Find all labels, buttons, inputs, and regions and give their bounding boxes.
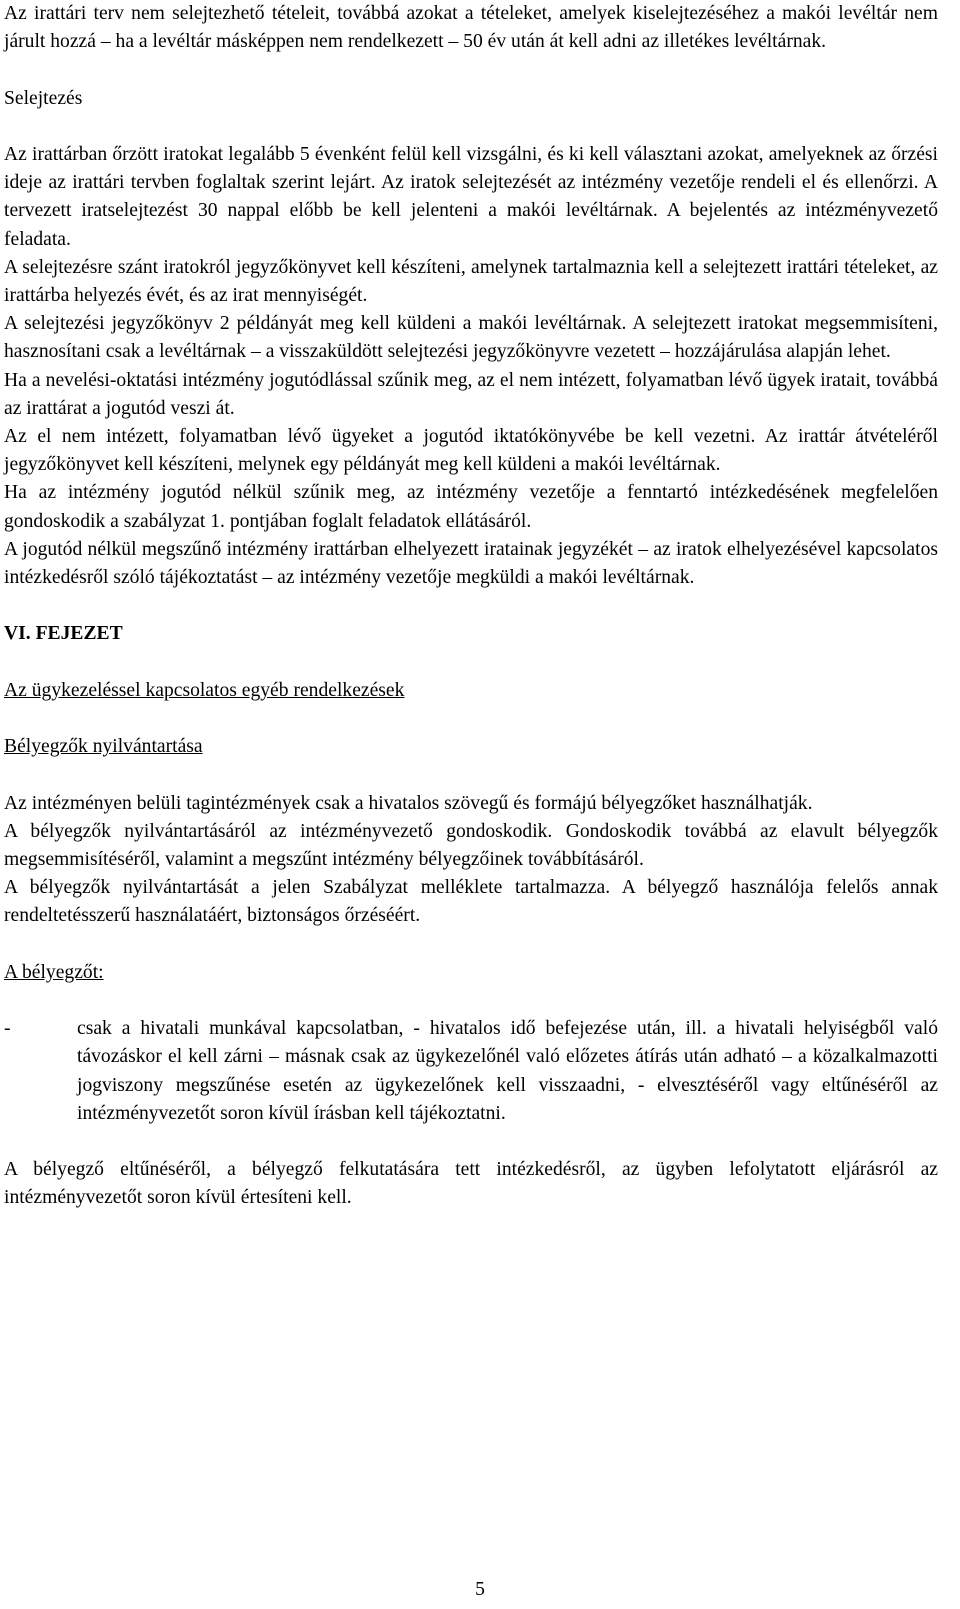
chapter-heading: VI. FEJEZET — [4, 623, 123, 645]
list-item-text: csak a hivatali munkával kapcsolatban, - hivatalos idő befejezése után, ill. a hivatali helyiségből való távozáskor el kell zárni – másnak csak az ügykezelőnél való előzetes átírás után adható – a közalkalmazotti jogviszony megszűnése esetén az ügykezelőnek kell visszaadni, - elvesztéséről vagy eltűnéséről az intézményvezetőt soron kívül írásban kell tájékoztatni. — [77, 1018, 938, 1124]
belyegzo-paragraph-1: Az intézményen belüli tagintézmények csak a hivatalos szövegű és formájú bélyegzőket használhatják. — [4, 792, 813, 814]
subsection-heading-belyegzot: A bélyegzőt: — [4, 961, 104, 983]
document-page — [4, 0, 938, 1213]
selejtezes-paragraph-6: Ha az intézmény jogutód nélkül szűnik meg, az intézmény vezetője a fenntartó intézkedésének megfelelően gondoskodik a szabályzat 1. pontjában foglalt feladatok ellátásáról. — [4, 482, 938, 532]
section-heading: Az ügykezeléssel kapcsolatos egyéb rendelkezések — [4, 679, 405, 701]
page-number: 5 — [475, 1579, 485, 1600]
list-bullet: - — [4, 1018, 11, 1040]
final-paragraph: A bélyegző eltűnéséről, a bélyegző felkutatására tett intézkedésről, az ügyben lefolytatott eljárásról az intézményvezetőt soron kívül értesíteni kell. — [4, 1159, 938, 1209]
selejtezes-paragraph-5: Az el nem intézett, folyamatban lévő ügyeket a jogutód iktatókönyvébe be kell vezetni. Az irattár átvételéről jegyzőkönyvet kell készíteni, melynek egy példányát meg kell küldeni a makói levéltárnak. — [4, 426, 938, 476]
subsection-heading-belyegzok: Bélyegzők nyilvántartása — [4, 736, 203, 758]
list-item — [4, 1015, 938, 1128]
heading-selejtezes: Selejtezés — [4, 87, 83, 109]
belyegzo-paragraph-2: A bélyegzők nyilvántartásáról az intézményvezető gondoskodik. Gondoskodik továbbá az elavult bélyegzők megsemmisítéséről, valamint a megszűnt intézmény bélyegzőinek továbbításáról. — [4, 820, 938, 870]
belyegzo-paragraph-3: A bélyegzők nyilvántartását a jelen Szabályzat melléklete tartalmazza. A bélyegző használója felelős annak rendeltetésszerű használatáért, biztonságos őrzéséért. — [4, 877, 938, 927]
intro-paragraph: Az irattári terv nem selejtezhető tételeit, továbbá azokat a tételeket, amelyek kiselejtezéséhez a makói levéltár nem járult hozzá – ha a levéltár másképpen nem rendelkezett – 50 év után át kell adni az illetékes levéltárnak. — [4, 3, 938, 53]
selejtezes-paragraph-2: A selejtezésre szánt iratokról jegyzőkönyvet kell készíteni, amelynek tartalmaznia kell a selejtezett irattári tételeket, az irattárba helyezés évét, és az irat mennyiségét. — [4, 256, 938, 306]
selejtezes-paragraph-7: A jogutód nélkül megszűnő intézmény irattárban elhelyezett iratainak jegyzékét – az iratok elhelyezésével kapcsolatos intézkedésről szóló tájékoztatást – az intézmény vezetője megküldi a makói levéltárnak. — [4, 538, 938, 589]
selejtezes-paragraph-4: Ha a nevelési-oktatási intézmény jogutódlással szűnik meg, az el nem intézett, folyamatban lévő ügyek iratait, továbbá az irattárat a jogutód veszi át. — [4, 369, 938, 419]
selejtezes-paragraph-3: A selejtezési jegyzőkönyv 2 példányát meg kell küldeni a makói levéltárnak. A selejtezett iratokat megsemmisíteni, hasznosítani csak a levéltárnak – a visszaküldött selejtezési jegyzőkönyvre vezetett – hozzájárulása alapján lehet. — [4, 313, 938, 363]
selejtezes-paragraph-1: Az irattárban őrzött iratokat legalább 5 évenként felül kell vizsgálni, és ki kell választani azokat, amelyeknek az őrzési ideje az irattári tervben foglaltak szerint lejárt. Az iratok selejtezését az intézmény vezetője rendeli el és ellenőrzi. A tervezett iratselejtezést 30 nappal előbb be kell jelenteni a makói levéltárnak. A bejelentés az intézményvezető feladata. — [4, 143, 938, 250]
